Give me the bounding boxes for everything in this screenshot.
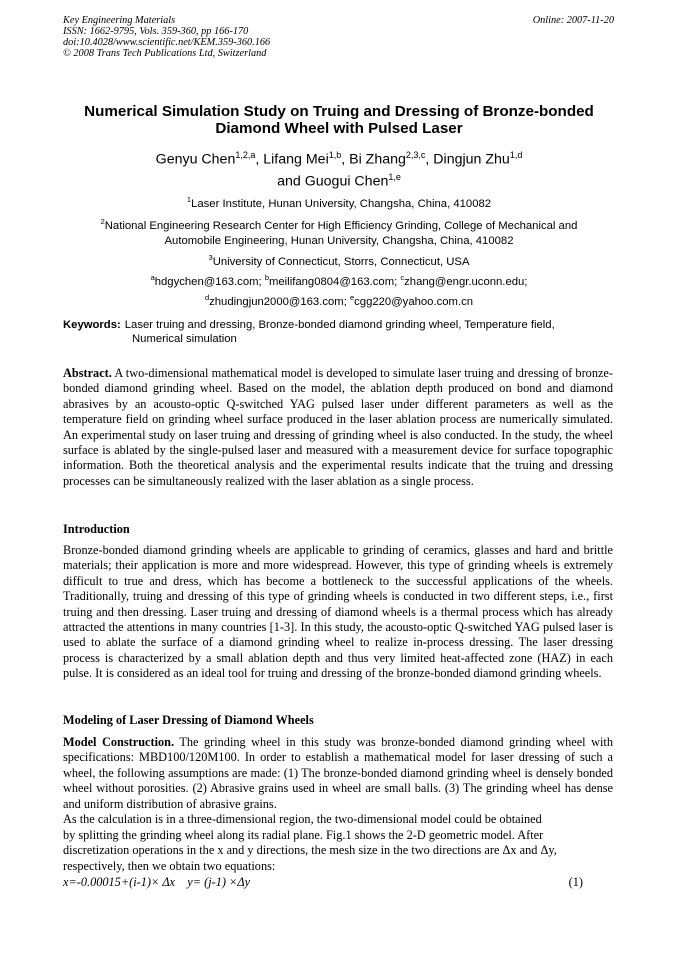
author-name: , Lifang Mei [255,151,329,168]
model-construction-text: The grinding wheel in this study was bronze-bonded diamond grinding wheel with specifications: MBD100/120M100. In order to establish a mathematical model for laser dressing of such a wheel, the following assumptions are made: (1) The bronze-bonded diamond grinding wheel is densely bonded wheel without porosities. (2) Abrasive grains used in wheel are small balls. (3) The grinding wheel has dense and uniform distribution of abrasive grains. [63,735,613,811]
equation-text: x=-0.00015+(i-1)× Δx y= (j-1) ×Δy [63,875,251,889]
copyright-line: © 2008 Trans Tech Publications Ltd, Switzerland [63,48,267,59]
email-sup: e [349,292,355,302]
modeling-heading: Modeling of Laser Dressing of Diamond Wheels [63,713,314,727]
affil-text: National Engineering Research Center for High Efficiency Grinding, College of Mechanical and [104,219,578,232]
email-address: zhang@engr.uconn.edu; [404,275,528,288]
abstract-text: A two-dimensional mathematical model is developed to simulate laser truing and dressing of bronze-bonded diamond grinding wheel. Based on the model, the ablation depth produced on bond and diamond abrasives by an acousto-optic Q-switched YAG pulsed laser under different parameters as well as the temperature field on grinding wheel surface produced in the laser ablation process are numerically simulated. An experimental study on laser truing and dressing of grinding wheel is also conducted. In the study, the wheel surface is ablated by the single-pulsed laser and measured with a measurement device for surface topographic information. Both the theoretical analysis and the experimental results indicate that the truing and dressing processes can be simultaneously realized with the laser ablation as a single process. [63,366,613,488]
affil-2-line-2: Automobile Engineering, Hunan University, Changsha, China, 410082 [164,234,514,247]
keywords-line-1 [63,318,621,332]
affil-sup: 2 [100,217,105,226]
email-address: hdgychen@163.com; [154,275,265,288]
email-address: cgg220@yahoo.com.cn [354,295,474,308]
author-emails [60,270,618,310]
journal-header [63,15,270,59]
introduction-paragraph: Bronze-bonded diamond grinding wheels are applicable to grinding of ceramics, glasses and hard and brittle materials; their application is more and more widespread. However, this type of grinding wheels is extremely difficult to true and dress, which has become a bottleneck to the successful applications of the wheels. Traditionally, truing and dressing of this type of grinding wheels is conducted in two different steps, i.e., first truing and then dressing. Laser truing and dressing of diamond wheels is a thermal process which has already attracted the attentions in many countries [1-3]. In this study, the acousto-optic Q-switched YAG pulsed laser is used to ablate the surface of a diamond grinding wheel to realize in-process dressing. The laser dressing process is characterized by a small ablation depth and thus very limited heat-affected zone (HAZ) in each pulse. It is considered as an ideal tool for truing and dressing of the bronze-bonded diamond grinding wheels. [63,543,613,681]
model-construction-paragraph [63,735,613,812]
email-line-1 [60,270,618,290]
author-line-2 [60,169,618,191]
title-line-1: Numerical Simulation Study on Truing and Dressing of Bronze-bonded [84,103,594,120]
introduction-heading: Introduction [63,522,130,536]
keywords-text: Laser truing and dressing, Bronze-bonded diamond grinding wheel, Temperature field, [124,319,555,331]
author-affil-sup: 2,3,c [405,150,426,160]
modeling-text-line: discretization operations in the x and y directions, the mesh size in the two directions are Δx and Δy, [63,843,557,857]
equation-number: (1) [568,875,583,889]
keywords-block [63,318,621,346]
abstract-label: Abstract. [63,366,112,380]
paper-title [60,103,618,137]
modeling-text-line: by splitting the grinding wheel along its radial plane. Fig.1 shows the 2-D geometric model. After [63,828,544,842]
email-sup: b [264,273,269,282]
email-sup: a [150,273,155,282]
email-sup: c [400,273,405,282]
equation-1 [63,875,583,890]
doi-line: doi:10.4028/www.scientific.net/KEM.359-360.166 [63,37,271,48]
affil-sup: 3 [208,253,213,262]
online-date: Online: 2007-11-20 [532,15,614,26]
affil-text: University of Connecticut, Storrs, Connecticut, USA [212,255,470,268]
abstract-paragraph [63,366,613,489]
author-line-1 [60,147,618,169]
email-address: zhudingjun2000@163.com; [209,295,350,308]
author-affil-sup: 1,d [509,150,523,160]
author-affil-sup: 1,b [328,150,342,160]
modeling-text-line: As the calculation is in a three-dimensional region, the two-dimensional model could be obtained [63,812,542,826]
email-address: meilifang0804@163.com; [268,275,401,288]
author-name: , Bi Zhang [341,151,406,168]
keywords-line-2: Numerical simulation [132,333,237,345]
keywords-label: Keywords: [63,319,121,331]
affil-sup: 1 [186,195,192,204]
author-name: , Dingjun Zhu [425,151,510,168]
author-name: Genyu Chen [155,151,236,168]
author-affil-sup: 1,2,a [235,150,256,160]
author-name: and Guogui Chen [277,173,389,190]
journal-name: Key Engineering Materials [63,15,176,26]
author-affil-sup: 1,e [388,171,401,182]
modeling-text-line: respectively, then we obtain two equations: [63,859,276,873]
email-line-2 [60,290,618,310]
affiliation-3 [60,250,618,270]
title-line-2: Diamond Wheel with Pulsed Laser [215,120,463,137]
affil-2-line-1 [60,214,618,234]
affil-text: Laser Institute, Hunan University, Changsha, China, 410082 [191,197,492,210]
issn-line: ISSN: 1662-9795, Vols. 359-360, pp 166-170 [63,26,249,37]
model-construction-label: Model Construction. [63,735,175,749]
affiliation-2 [60,214,618,249]
affiliation-1 [60,192,618,212]
author-list [60,147,618,190]
email-sup: d [204,292,210,302]
